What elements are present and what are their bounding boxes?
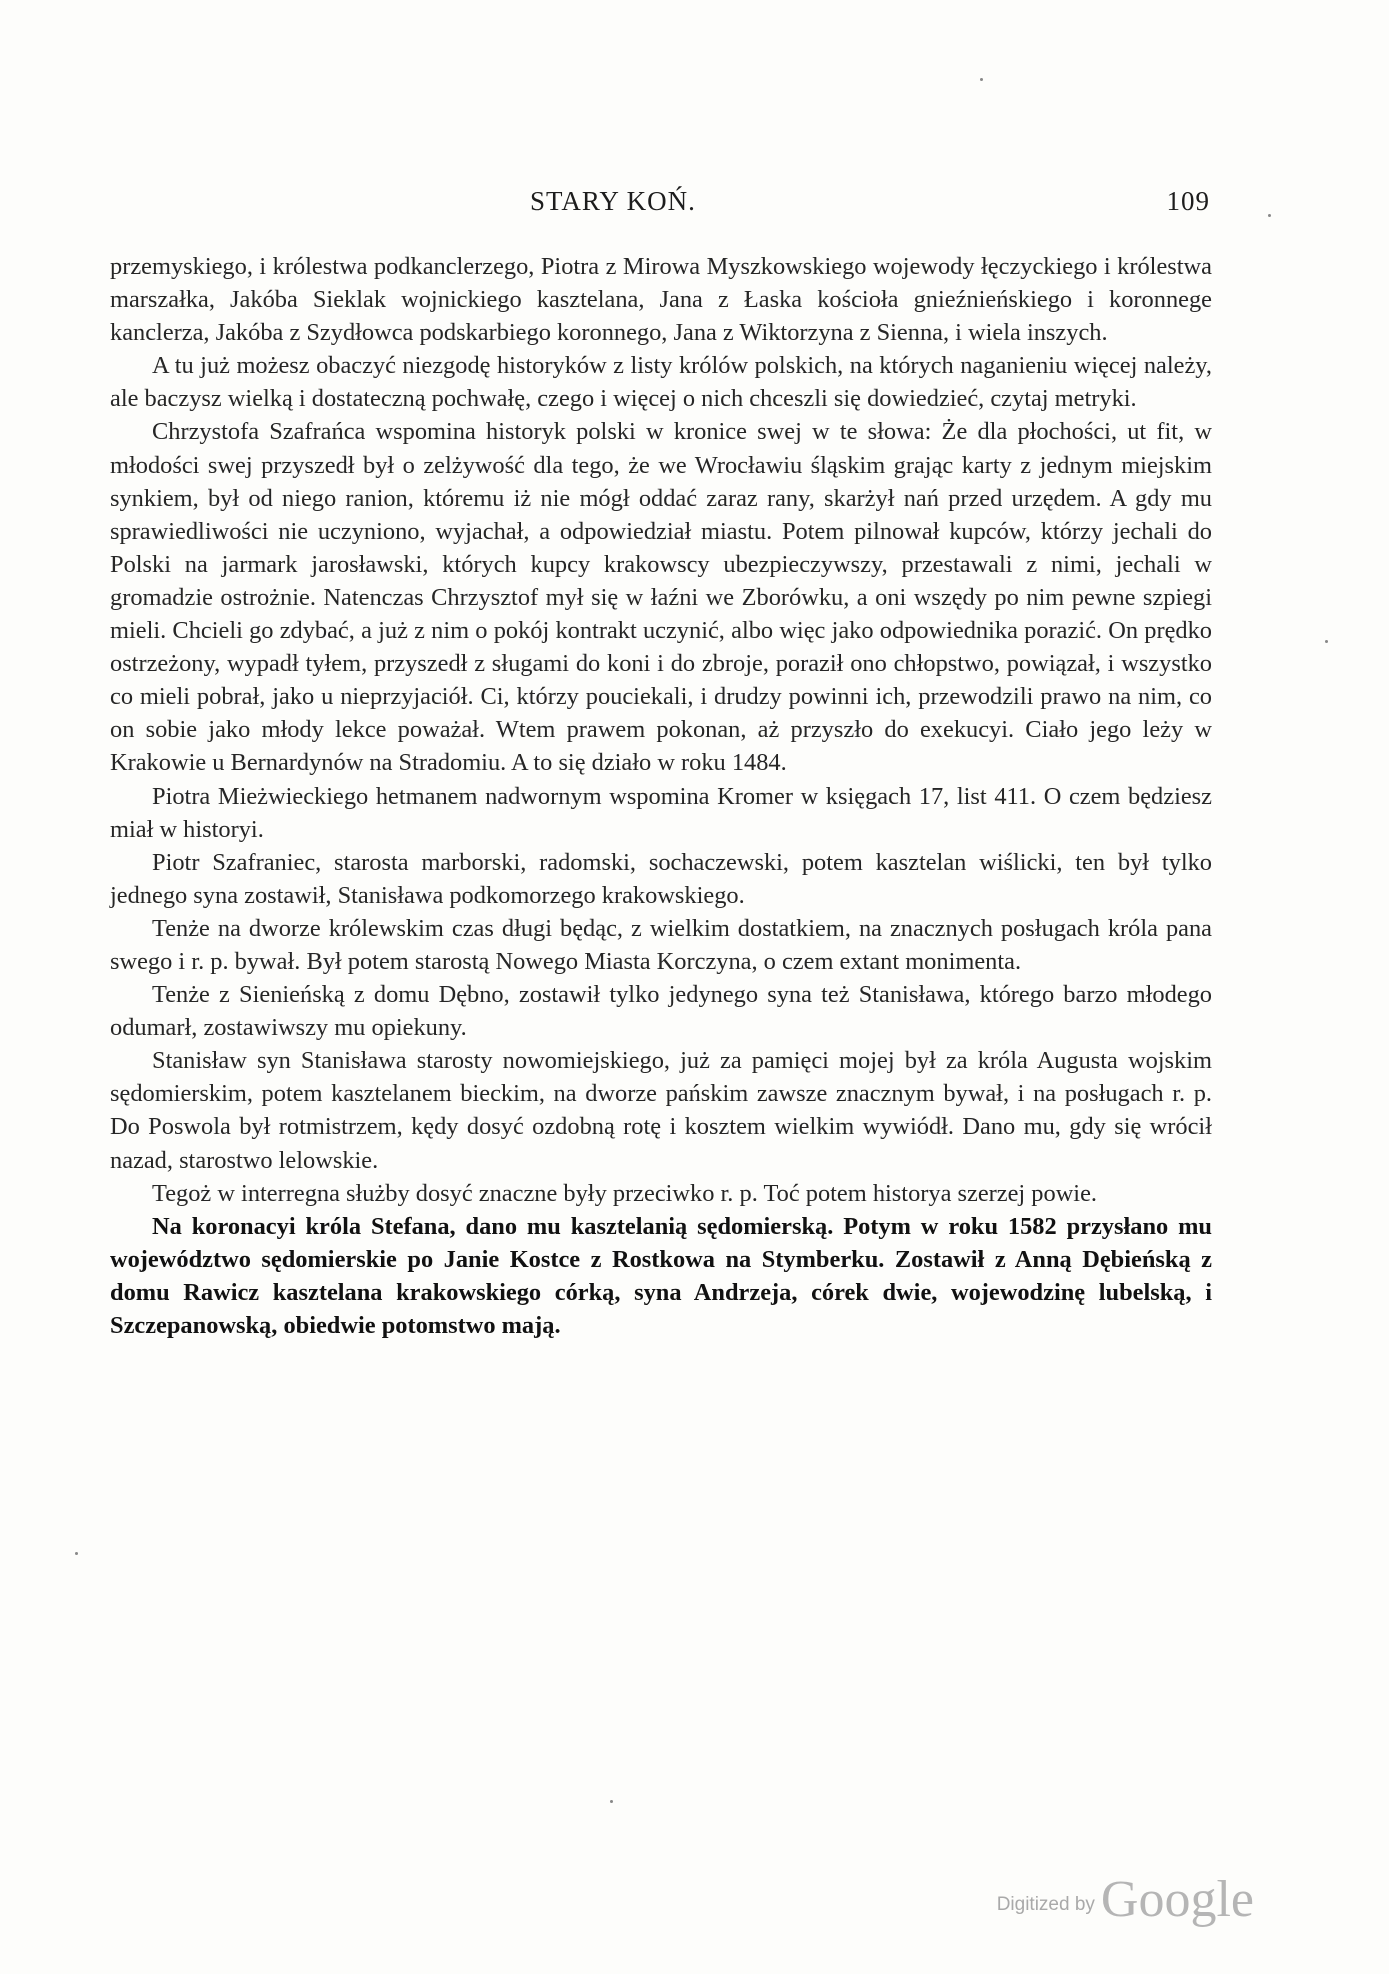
page-header xyxy=(100,186,1210,226)
paragraph-9: Tegoż w interregna służby dosyć znaczne były przeciwko r. p. Toć potem historya szerzej powie. xyxy=(152,1179,1098,1207)
running-title: STARY KOŃ. xyxy=(530,186,696,216)
scan-speck xyxy=(1268,214,1271,217)
paragraph-4: Piotra Mieżwieckiego hetmanem nadwornym wspomina Kromer w księgach 17, list 411. O czem będziesz miał w historyi. xyxy=(110,782,1212,843)
paragraph-6: Tenże na dworze królewskim czas długi będąc, z wielkim dostatkiem, na znacznych posługach króla pana swego i r. p. bywał. Był potem starostą Nowego Miasta Korczyna, o czem extant monimenta. xyxy=(110,914,1212,975)
google-logo: Google xyxy=(1100,1871,1254,1928)
digitized-watermark xyxy=(997,1870,1254,1929)
paragraph-10: Na koronacyi króla Stefana, dano mu kasztelanią sędomierską. Potym w roku 1582 przysłano mu województwo sędomierskie po Janie Kostce z Rostkowa na Stymberku. Zostawił z Anną Dębieńską z domu Rawicz kasztelana krakowskiego córką, syna Andrzeja, córek dwie, wojewodzinę lubelską, i Szczepanowską, obiedwie potomstwo mają. xyxy=(110,1212,1212,1339)
scan-speck xyxy=(610,1800,613,1803)
paragraph-8: Stanisław syn Stanisława starosty nowomiejskiego, już za pamięci mojej był za króla Augusta wojskim sędomierskim, potem kasztelanem bieckim, na dworze pańskim zawsze znacznym bywał, i na posługach r. p. Do Poswola był rotmistrzem, kędy dosyć ozdobną rotę i kosztem wielkim wywiódł. Dano mu, gdy się wrócił nazad, starostwo lelowskie. xyxy=(110,1047,1212,1174)
paragraph-3: Chrzystofa Szafrańca wspomina historyk polski w kronice swej w te słowa: Że dla płochości, ut fit, w młodości swej przyszedł był o zelżywość dla tego, że we Wrocławiu śląskim grając karty z jednym miejskim synkiem, był od niego ranion, któremu iż nie mógł oddać zaraz rany, skarżył nań przed urzędem. A gdy mu sprawiedliwości nie uczyniono, wyjachał, a odpowiedział miastu. Potem pilnował kupców, którzy jechali do Polski na jarmark jarosławski, których kupcy krakowscy ubezpieczywszy, przestawali z nimi, jechali w gromadzie ostrożnie. Natenczas Chrzysztof mył się w łaźni we Zborówku, a oni wszędy po nim pewne szpiegi mieli. Chcieli go zdybać, a już z nim o pokój kontrakt uczynić, albo więc jako odpowiednika porazić. On prędko ostrzeżony, wypadł tyłem, przyszedł z sługami do koni i do zbroje, poraził ono chłopstwo, powiązał, i wszystko co mieli pobrał, jako u nieprzyjaciół. Ci, którzy pouciekali, i drudzy powinni ich, przewodzili prawo na nim, co on sobie jako młody lekce poważał. Wtem prawem pokonan, aż przyszło do exekucyi. Ciało jego leży w Krakowie u Bernardynów na Stradomiu. A to się działo w roku 1484. xyxy=(110,418,1212,777)
paragraph-1: przemyskiego, i królestwa podkanclerzego, Piotra z Mirowa Myszkowskiego wojewody łęczyckiego i królestwa marszałka, Jakóba Sieklak wojnickiego kasztelana, Jana z Łaska kościoła gnieźnieńskiego i koronnege kanclerza, Jakóba z Szydłowca podskarbiego koronnego, Jana z Wiktorzyna z Sienna, i wiela inszych. xyxy=(110,253,1212,347)
scan-speck xyxy=(1325,640,1328,643)
page-number: 109 xyxy=(1166,186,1210,216)
paragraph-5: Piotr Szafraniec, starosta marborski, radomski, sochaczewski, potem kasztelan wiślicki, ten był tylko jednego syna zostawił, Stanisława podkomorzego krakowskiego. xyxy=(110,848,1212,909)
body-text xyxy=(110,250,1212,1342)
scan-speck xyxy=(75,1552,78,1555)
paragraph-7: Tenże z Sienieńską z domu Dębno, zostawił tylko jedynego syna też Stanisława, którego barzo młodego odumarł, zostawiwszy mu opiekuny. xyxy=(110,981,1212,1042)
scan-speck xyxy=(980,78,983,81)
watermark-prefix: Digitized by xyxy=(996,1894,1095,1915)
paragraph-2: A tu już możesz obaczyć niezgodę historyków z listy królów polskich, na których naganieniu więcej należy, ale baczysz wielką i dostateczną pochwałę, czego i więcej o nich chceszli się dowiedzieć, czytaj metryki. xyxy=(110,352,1212,413)
